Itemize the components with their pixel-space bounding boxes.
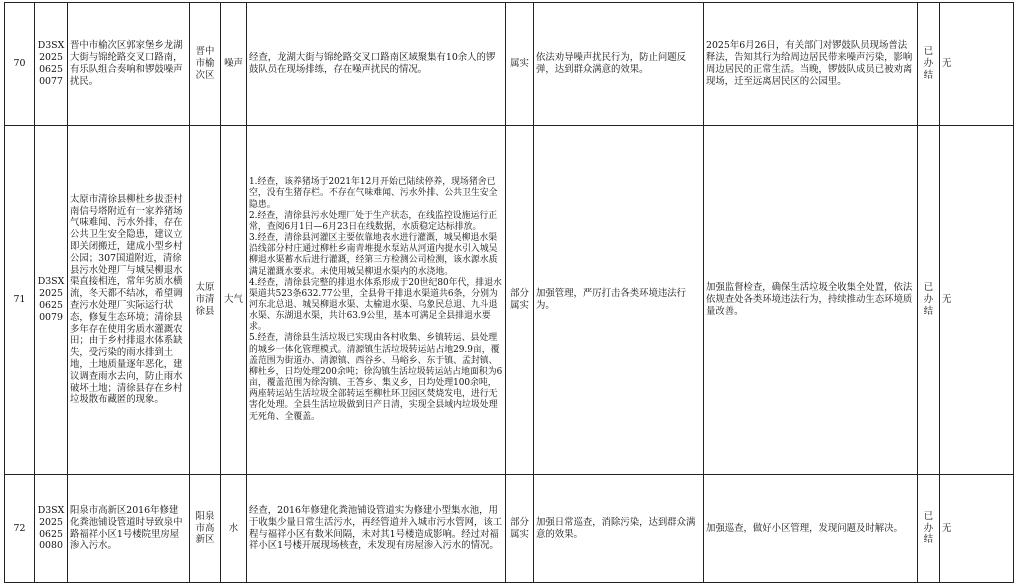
handling-goal: 依法劝导噪声扰民行为，防止问题反弹，达到群众满意的效果。 [534, 3, 704, 126]
accountability: 无 [940, 475, 1014, 583]
accountability: 无 [940, 3, 1014, 126]
investigation-finding: 经查，2016年修建化粪池铺设管道实为修建小型集水池，用于收集少量日常生活污水，再经管道并入城市污水管网，该工程与福祥小区有数米间隔，未对其1号楼造成影响。经过对福祥小区1号楼开展现场核查，未发现有房屋渗入污水的情况。 [247, 475, 506, 583]
status: 已办结 [918, 475, 940, 583]
pollution-type: 水 [221, 475, 247, 583]
accountability: 无 [940, 126, 1014, 475]
table-row [5, 3, 1014, 126]
verdict: 部分属实 [506, 475, 534, 583]
status: 已办结 [918, 126, 940, 475]
complaint-content: 阳泉市高新区2016年修建化粪池铺设管道时导致泉中路福祥小区1号楼院里房屋渗入污水。 [68, 475, 190, 583]
table-row [5, 475, 1014, 583]
district: 晋中市榆次区 [190, 3, 221, 126]
case-code: D3SX202506250080 [35, 475, 68, 583]
case-code: D3SX202506250077 [35, 3, 68, 126]
row-number: 71 [5, 126, 35, 475]
row-number: 70 [5, 3, 35, 126]
district: 阳泉市高新区 [190, 475, 221, 583]
case-code: D3SX202506250079 [35, 126, 68, 475]
handling-action: 2025年6月26日，有关部门对锣鼓队员现场普法释法，告知其行为给周边居民带来噪声污染，影响周边居民的正常生活。当晚，锣鼓队成员已被劝离现场，迁至远离居民区的公园里。 [704, 3, 918, 126]
investigation-finding: 经查，龙湖大街与锦纶路交叉口路南区域聚集有10余人的锣鼓队员在现场排练，存在噪声扰民的情况。 [247, 3, 506, 126]
handling-goal: 加强日常巡查，消除污染，达到群众满意的效果。 [534, 475, 704, 583]
row-number: 72 [5, 475, 35, 583]
status: 已办结 [918, 3, 940, 126]
verdict: 属实 [506, 3, 534, 126]
pollution-type: 噪声 [221, 3, 247, 126]
table-row [5, 126, 1014, 475]
district: 太原市清徐县 [190, 126, 221, 475]
complaint-table [4, 2, 1014, 583]
complaint-content: 太原市清徐县柳杜乡拔歪村南信号塔附近有一家养猪场气味难闻、污水外排，存在公共卫生安全隐患，建议立即关闭搬迁，建成小型乡村公园；307国道附近，清徐县污水处理厂与城吴柳退水渠直接相连，常年劣质水横流，冬天都不结冰，希望调查污水处理厂实际运行状态，修复生态环境；清徐县多年存在使用劣质水灌溉农田；由于乡村排退水体系缺失，受污染的雨水排到土地，土地质量逐年恶化，建议调查雨水去向，防止雨水破坏土地；清徐县存在乡村垃圾散布藏匿的现象。 [68, 126, 190, 475]
handling-action: 加强监督检查，确保生活垃圾全收集全处置，依法依规查处各类环境违法行为，持续推动生态环境质量改善。 [704, 126, 918, 475]
handling-goal: 加强管理，严厉打击各类环境违法行为。 [534, 126, 704, 475]
complaint-content: 晋中市榆次区郭家堡乡龙湖大街与锦纶路交叉口路南，有乐队组合奏响和锣鼓噪声扰民。 [68, 3, 190, 126]
investigation-finding: 1.经查，该养猪场于2021年12月开始已陆续停养，现场猪舍已空，没有生猪存栏。不存在气味难闻、污水外排、公共卫生安全隐患。 2.经查，清徐县污水处理厂处于生产状态，在线监控设施运行正常，查阅6月1日—6月23日在线数据，水质稳定达标排放。 3.经查，清徐县河灌区主要依靠地表水进行灌溉，城吴柳退水渠沿线部分村庄通过柳杜乡南青堆提水泵站从河道内提水引入城吴柳退水渠蓄水后进行灌溉，经第三方检测公司检测，该水源水质满足灌溉水要求。未使用城吴柳退水渠内的水浇地。 4.经查，清徐县完整的排退水体系形成于20世纪80年代，排退水渠道共523条632.77公里，全县骨干排退水渠道共6条，分别为河东北总退、城吴柳退水渠、太榆退水渠、乌象民总退、九斗退水渠、东湖退水渠，共计63.9公里，基本可满足全县排退水要求。 5.经查，清徐县生活垃圾已实现由各村收集、乡镇转运、县处理的城乡一体化管理模式。清源镇生活垃圾转运站占地29.9亩，覆盖范围为街道办、清源镇、西谷乡、马峪乡、东于镇、孟封镇、柳杜乡，日均处理200余吨；徐沟镇生活垃圾转运站占地面积为6亩，覆盖范围为徐沟镇、王答乡、集义乡，日均处理100余吨，两座转运站生活垃圾全部转运至柳杜环卫园区焚烧发电，进行无害化处理。全县生活垃圾做到日产日清，实现全县域内垃圾处理无死角、全覆盖。 [247, 126, 506, 475]
handling-action: 加强巡查，做好小区管理，发现问题及时解决。 [704, 475, 918, 583]
pollution-type: 大气 [221, 126, 247, 475]
verdict: 部分属实 [506, 126, 534, 475]
